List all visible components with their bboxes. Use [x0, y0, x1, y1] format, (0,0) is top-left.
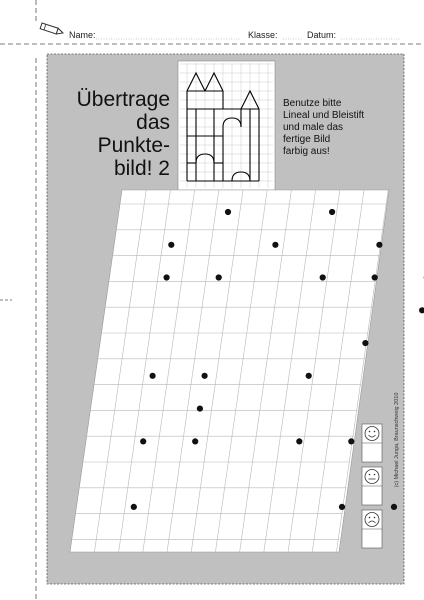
- grid-dot: [362, 340, 368, 346]
- happy-face-icon: [365, 427, 379, 441]
- model-picture: [178, 61, 275, 190]
- rating-boxes: [362, 424, 382, 548]
- instruction-line-3: und male das: [283, 122, 344, 133]
- name-label: Name:: [69, 30, 96, 40]
- grid-dot: [216, 274, 222, 280]
- grid-dot: [225, 209, 231, 215]
- class-label: Klasse:: [248, 30, 278, 40]
- pencil-icon: [40, 23, 64, 36]
- sad-face-icon: [365, 513, 379, 527]
- grid-dot: [131, 504, 137, 510]
- grid-dot: [376, 242, 382, 248]
- grid-dot: [164, 274, 170, 280]
- grid-dot: [339, 504, 345, 510]
- date-label: Datum:: [307, 30, 337, 40]
- grid-dot: [391, 504, 397, 510]
- grid-dot: [306, 373, 312, 379]
- sad-face-box[interactable]: [362, 510, 382, 548]
- title-line-3: Punkte-: [97, 134, 170, 157]
- grid-dot: [197, 406, 203, 412]
- grid-dot: [348, 438, 354, 444]
- grid-dot: [372, 274, 378, 280]
- instruction-line-5: farbig aus!: [283, 146, 330, 157]
- grid-dot: [202, 373, 208, 379]
- title-line-4: bild! 2: [113, 157, 170, 180]
- copyright-text: (c) Michael Junga, Braunschweig 2010: [394, 392, 400, 488]
- title-line-1: Übertrage: [76, 88, 170, 111]
- grid-dot: [150, 373, 156, 379]
- neutral-face-box[interactable]: [362, 467, 382, 505]
- grid-dot: [419, 307, 424, 313]
- grid-dot: [192, 438, 198, 444]
- instruction-line-4: fertige Bild: [283, 134, 331, 145]
- grid-dot: [140, 438, 146, 444]
- grid-dot: [329, 209, 335, 215]
- grid-dot: [320, 274, 326, 280]
- instruction-line-1: Benutze bitte: [283, 98, 342, 109]
- grid-dot: [296, 438, 302, 444]
- instruction-line-2: Lineal und Bleistift: [283, 110, 365, 121]
- happy-face-box[interactable]: [362, 424, 382, 462]
- title-line-2: das: [136, 111, 170, 134]
- grid-dot: [168, 242, 174, 248]
- neutral-face-icon: [365, 470, 379, 484]
- grid-dot: [272, 242, 278, 248]
